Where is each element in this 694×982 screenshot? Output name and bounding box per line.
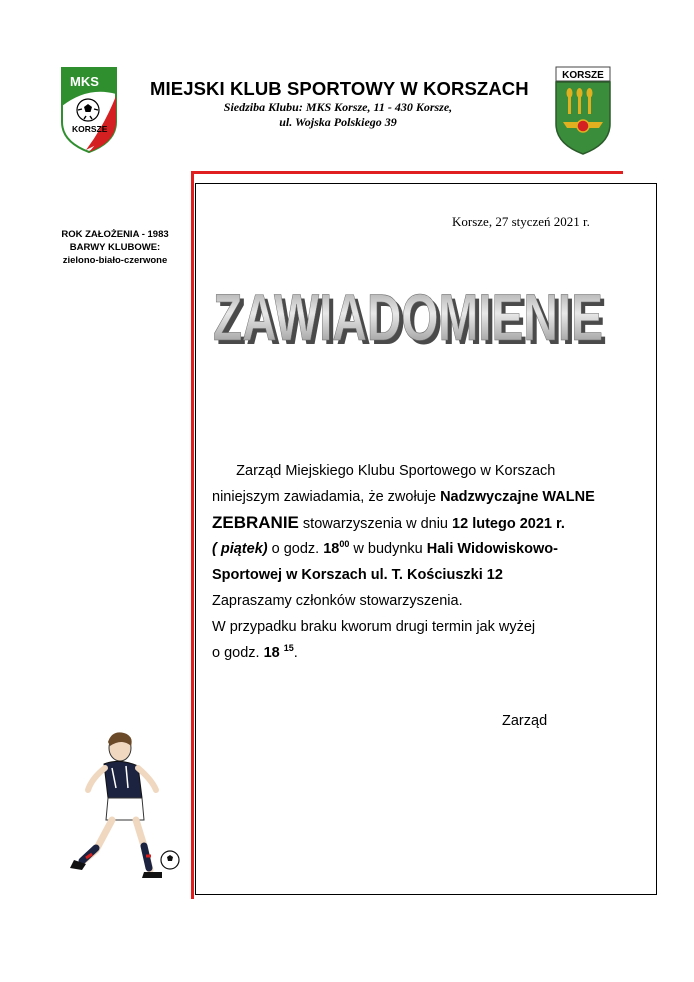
address-line-1: Siedziba Klubu: MKS Korsze, 11 - 430 Korsze, — [223, 100, 453, 114]
body-line-1 — [212, 458, 652, 484]
football-player-illustration — [52, 728, 187, 896]
club-name: MIEJSKI KLUB SPORTOWY W KORSZACH — [150, 78, 529, 99]
meeting-hour: 18 — [323, 541, 340, 557]
document-date: Korsze, 27 styczeń 2021 r. — [452, 214, 590, 229]
header-divider-line — [191, 171, 623, 174]
body-text-2b: Nadzwyczajne WALNE — [440, 489, 595, 505]
address-line-2: ul. Wojska Polskiego 39 — [279, 115, 397, 129]
founded-year: ROK ZAŁOŻENIA - 1983 — [61, 229, 169, 240]
body-line-6 — [212, 588, 652, 614]
body-text-6: Zapraszamy członków stowarzyszenia. — [212, 593, 463, 609]
meeting-minutes: 00 — [339, 539, 350, 549]
logo-left-top-text: MKS — [70, 74, 99, 89]
logo-right-text: KORSZE — [562, 70, 604, 81]
body-text-8c: . — [293, 645, 298, 661]
body-text-1: Zarząd Miejskiego Klubu Sportowego w Korszach — [236, 463, 556, 479]
heading-text: ZAWIADOMIENIE — [213, 280, 603, 350]
notice-body — [212, 458, 652, 666]
mks-korsze-logo — [58, 66, 120, 154]
body-line-7 — [212, 614, 652, 640]
club-info — [50, 228, 180, 267]
side-divider-line — [191, 171, 194, 899]
body-text-3b: stowarzyszenia w dniu — [298, 516, 453, 532]
second-term-minutes: 15 — [283, 643, 294, 653]
body-text-3a: ZEBRANIE — [212, 513, 299, 532]
body-line-8 — [212, 640, 652, 666]
korsze-crest-logo — [553, 66, 613, 156]
club-colors-value: zielono-biało-czerwone — [62, 255, 168, 266]
body-text-4b: o godz. — [267, 541, 324, 557]
logo-left-bottom-text: KORSZE — [72, 124, 108, 134]
body-line-2 — [212, 484, 652, 510]
body-text-4d: w budynku — [349, 541, 427, 557]
club-colors-label: BARWY KLUBOWE: — [69, 242, 161, 253]
body-text-2a: niniejszym zawiadamia, że zwołuje — [212, 489, 441, 505]
body-line-5 — [212, 562, 652, 588]
body-line-3 — [212, 510, 652, 536]
signature: Zarząd — [502, 713, 548, 729]
second-term-hour: 18 — [263, 645, 280, 661]
venue-part-1: Hali Widowiskowo- — [426, 541, 558, 557]
body-text-7: W przypadku braku kworum drugi termin jak wyżej — [212, 619, 536, 635]
body-line-4 — [212, 536, 652, 562]
meeting-weekday: ( piątek) — [212, 541, 268, 557]
venue-part-2: Sportowej w Korszach ul. T. Kościuszki 12 — [212, 567, 503, 583]
meeting-date: 12 lutego 2021 r. — [452, 516, 565, 532]
heading-shadow: ZAWIADOMIENIE — [217, 284, 607, 350]
notice-heading — [212, 278, 612, 350]
body-text-8a: o godz. — [212, 645, 264, 661]
club-address — [150, 100, 526, 130]
